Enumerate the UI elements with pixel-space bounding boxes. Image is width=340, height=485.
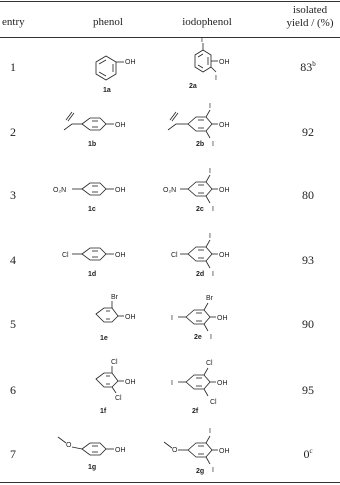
iodine-label: I [171,315,173,322]
chloro-label: Cl [171,252,178,259]
oh-label: OH [219,448,230,455]
chloro-label: Cl [111,359,118,366]
iodine-label: I [210,334,212,341]
table-header-rule [0,37,340,38]
nitro-label: O₂N [163,187,177,194]
header-yield [280,4,340,30]
header-yield-line2: yield / (%) [286,17,334,29]
iodine-label: I [212,206,214,213]
header-iodophenol: iodophenol [182,16,232,28]
nitro-label: O₂N [53,187,67,194]
table-top-rule [0,1,340,2]
methoxy-o-label: O [172,447,178,454]
compound-id-2d: 2d [196,271,205,278]
phenol-1f [60,355,160,430]
yield-value: 0 [303,447,310,461]
chloro-label: Cl [206,360,213,367]
iodine-label: I [209,428,211,435]
phenol-1c [50,165,160,230]
header-phenol: phenol [93,16,123,28]
bromo-label: Br [206,295,213,302]
iodophenol-2c [160,165,270,230]
yield-value: 83 [300,60,313,74]
oh-label: OH [219,122,230,129]
yield-6 [290,383,326,398]
iodine-label: I [215,75,217,82]
bromo-label: Br [111,294,118,301]
entry-2: 2 [10,125,16,139]
chloro-label: Cl [210,399,217,406]
yield-3 [290,188,326,203]
compound-id-1g: 1g [88,464,97,471]
entry-5: 5 [10,317,16,331]
yield-5 [290,317,326,332]
phenol-1d [50,230,160,295]
compound-id-1b: 1b [88,141,97,148]
compound-id-2c: 2c [196,206,204,213]
iodophenol-2a [160,37,270,100]
header-yield-line1: isolated [292,4,328,16]
oh-label: OH [219,252,230,259]
oh-label: OH [115,122,126,129]
oh-label: OH [115,447,126,454]
oh-label: OH [115,187,126,194]
compound-id-2g: 2g [196,468,205,475]
iodophenol-2b [160,100,270,165]
compound-id-1a: 1a [103,87,111,94]
iodophenol-2f [160,355,270,430]
compound-id-2a: 2a [189,83,197,90]
yield-value: 92 [302,125,314,139]
compound-id-1f: 1f [100,408,107,415]
yield-value: 95 [302,383,314,397]
header-entry: entry [2,16,25,28]
phenol-1g [50,425,160,485]
oh-label: OH [217,315,228,322]
yield-2 [290,125,326,140]
oh-label: OH [125,314,136,321]
compound-id-2b: 2b [196,141,205,148]
iodine-label: I [209,233,211,240]
entry-3: 3 [10,188,16,202]
yield-4 [290,253,326,268]
oh-label: OH [219,59,230,66]
iodophenol-2d [160,230,270,295]
phenol-1e [60,290,160,360]
entry-6: 6 [10,383,16,397]
iodine-label: I [209,168,211,175]
methoxy-o-label: O [66,442,72,449]
iodophenol-2g [160,425,270,485]
chloro-label: Cl [115,395,122,402]
iodophenol-2e [160,290,270,360]
yield-value: 90 [302,317,314,331]
table-bottom-rule [0,482,340,483]
iodine-label: I [212,141,214,148]
entry-7: 7 [10,447,16,461]
compound-id-2e: 2e [194,334,202,341]
oh-label: OH [125,379,136,386]
entry-1: 1 [10,60,16,74]
compound-id-1d: 1d [88,271,97,278]
iodine-label: I [171,380,173,387]
phenol-1b [50,100,160,165]
oh-label: OH [115,252,126,259]
compound-id-1e: 1e [100,335,108,342]
yield-value: 93 [302,253,314,267]
yield-7 [290,447,326,462]
oh-label: OH [125,59,136,66]
oh-label: OH [217,380,228,387]
iodine-label: I [209,103,211,110]
chloro-label: Cl [62,252,69,259]
yield-note: c [309,447,313,455]
compound-id-1c: 1c [88,206,96,213]
iodine-label: I [201,37,203,44]
yield-value: 80 [302,188,314,202]
iodine-label: I [212,467,214,474]
iodine-label: I [212,271,214,278]
phenol-1a [60,40,160,100]
compound-id-2f: 2f [192,408,199,415]
yield-1 [290,60,326,75]
oh-label: OH [219,187,230,194]
entry-4: 4 [10,253,16,267]
yield-note: b [312,60,316,68]
